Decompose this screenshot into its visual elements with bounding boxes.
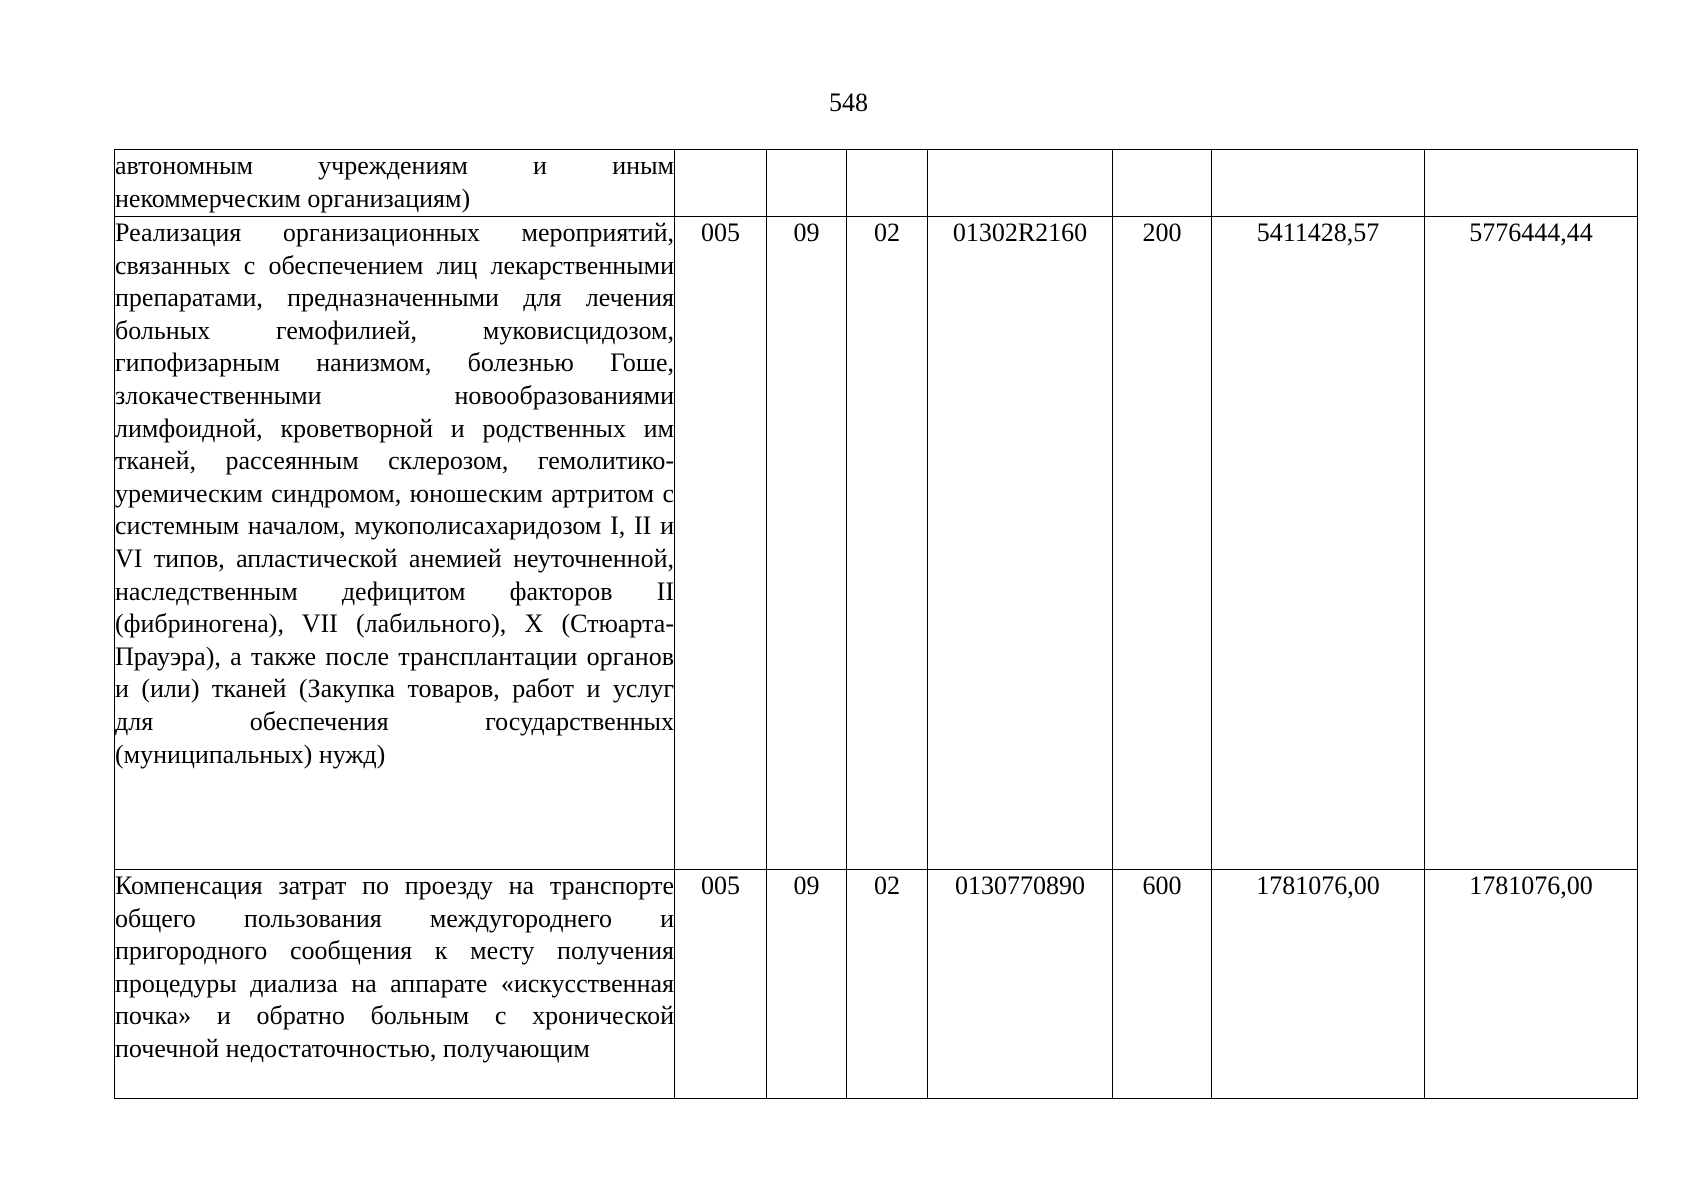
- description-cell: Компенсация затрат по проезду на транспорте общего пользования междугороднего и пригородного сообщения к месту получения процедуры диализа на аппарате «искусственная почка» и обратно больным с хронической почечной недостаточностью, получающим: [115, 870, 675, 1099]
- subsection-code-cell: 02: [847, 217, 928, 870]
- amount-cell-2: 1781076,00: [1425, 870, 1638, 1099]
- amount-cell-1: [1212, 150, 1425, 217]
- ministry-code-cell: 005: [675, 217, 767, 870]
- amount-cell-1: 5411428,57: [1212, 217, 1425, 870]
- table-row: [115, 217, 1638, 870]
- subsection-code-cell: [847, 150, 928, 217]
- description-cell: автономным учреждениям и иным некоммерческим организациям): [115, 150, 675, 217]
- ministry-code-cell: 005: [675, 870, 767, 1099]
- target-article-cell: 0130770890: [928, 870, 1113, 1099]
- table-row: [115, 150, 1638, 217]
- amount-cell-2: [1425, 150, 1638, 217]
- amount-cell-2: 5776444,44: [1425, 217, 1638, 870]
- target-article-cell: 01302R2160: [928, 217, 1113, 870]
- expense-type-cell: 600: [1113, 870, 1212, 1099]
- expense-type-cell: [1113, 150, 1212, 217]
- ministry-code-cell: [675, 150, 767, 217]
- description-cell: Реализация организационных мероприятий, связанных с обеспечением лиц лекарственными препаратами, предназначенными для лечения больных гемофилией, муковисцидозом, гипофизарным нанизмом, болезнью Гоше, злокачественными новообразованиями лимфоидной, кроветворной и родственных им тканей, рассеянным склерозом, гемолитико-уремическим синдромом, юношеским артритом с системным началом, мукополисахаридозом I, II и VI типов, апластической анемией неуточненной, наследственным дефицитом факторов II (фибриногена), VII (лабильного), X (Стюарта-Прауэра), а также после трансплантации органов и (или) тканей (Закупка товаров, работ и услуг для обеспечения государственных (муниципальных) нужд): [115, 217, 675, 870]
- section-code-cell: 09: [767, 870, 847, 1099]
- section-code-cell: [767, 150, 847, 217]
- budget-table: [114, 149, 1638, 1099]
- page-number: 548: [829, 88, 868, 117]
- target-article-cell: [928, 150, 1113, 217]
- amount-cell-1: 1781076,00: [1212, 870, 1425, 1099]
- subsection-code-cell: 02: [847, 870, 928, 1099]
- section-code-cell: 09: [767, 217, 847, 870]
- expense-type-cell: 200: [1113, 217, 1212, 870]
- table-row: [115, 870, 1638, 1099]
